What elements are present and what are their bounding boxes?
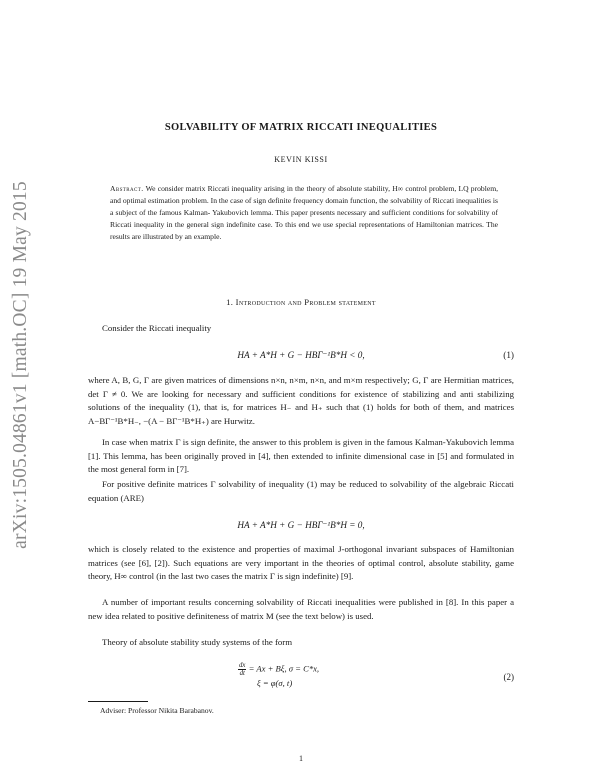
paper-title: SOLVABILITY OF MATRIX RICCATI INEQUALITIES <box>164 122 438 133</box>
arxiv-identifier-stamp <box>6 140 36 590</box>
equation-are-body: HA + A*H + G − HBΓ⁻¹B*H = 0, <box>237 520 365 530</box>
page-number: 1 <box>299 754 303 763</box>
paragraph-absolute-stability: Theory of absolute stability study systems of the form <box>102 637 293 647</box>
equation-2-number: (2) <box>503 672 514 682</box>
paragraph-kalman: In case when matrix Γ is sign definite, the answer to this problem is given in the famous Kalman-Yakubovich lemma [1]. This lemma, has been originally proved in [4], then extended to infinite dimensional case in [5] and formulated in the most general form in [7]. <box>88 437 514 474</box>
equation-system <box>238 662 319 690</box>
footnote: Adviser: Professor Nikita Barabanov. <box>100 706 214 715</box>
equation-system-line-1 <box>238 662 319 677</box>
arxiv-identifier-text: arXiv:1505.04861v1 [math.OC] 19 May 2015 <box>10 181 32 549</box>
footnote-rule <box>88 701 148 702</box>
equation-1 <box>88 350 514 361</box>
fraction-numerator: dx <box>239 662 246 669</box>
paragraph-hamiltonian: which is closely related to the existence and properties of maximal J-orthogonal invariant subspaces of Hamiltonian matrices (see [6], [2]). Such equations are very important in the theories of optimal control, absolute stability, game theory, H∞ control (in the last two cases the matrix Γ is sign indefinite) [9]. <box>88 544 514 581</box>
section-heading: 1. Introduction and Problem statement <box>226 297 376 307</box>
paragraph-are: For positive definite matrices Γ solvability of inequality (1) may be reduced to solvability of the algebraic Riccati equation (ARE) <box>88 479 514 503</box>
paper-author: KEVIN KISSI <box>274 155 328 164</box>
abstract-text: We consider matrix Riccati inequality arising in the theory of absolute stability, H∞ control problem, LQ problem, and optimal estimation problem. In the case of sign definite frequency domain function, the solvability of Riccati inequalities is a subject of the famous Kalman- Yakubovich lemma. This paper presents necessary and sufficient conditions for solvability of Riccati inequality in the general sign indefinite case. To this end we use special representations of Hamiltonian matrices. The results are illustrated by an example. <box>110 184 498 241</box>
paragraph-intro: Consider the Riccati inequality <box>102 323 212 333</box>
abstract-block <box>110 183 498 243</box>
equation-system-line-1-text: = Ax + Bξ, σ = C*x, <box>248 663 320 674</box>
fraction-denominator: dt <box>239 670 245 677</box>
paragraph-results: A number of important results concerning solvability of Riccati inequalities were published in [8]. In this paper a new idea related to positive definiteness of matrix M (see the text below) is used. <box>88 597 514 621</box>
equation-1-number: (1) <box>503 350 514 360</box>
equation-1-body: HA + A*H + G − HBΓ⁻¹B*H < 0, <box>237 350 365 360</box>
derivative-fraction <box>238 662 246 677</box>
equation-are <box>88 520 514 531</box>
paragraph-definitions: where A, B, G, Γ are given matrices of dimensions n×n, n×m, n×n, and m×m respectively; G, Γ are Hermitian matrices, det Γ ≠ 0. We are looking for necessary and sufficient conditions for existence of stabilizing and anti stabilizing solutions of the inequality (1), that is, for matrices H₋ and H₊ such that (1) holds for both of them, and matrices A−BΓ⁻¹B*H₋, −(A − BΓ⁻¹B*H₊) are Hurwitz. <box>88 375 514 426</box>
abstract-label: Abstract. <box>110 184 144 193</box>
equation-system-line-2: ξ = φ(σ, t) <box>257 678 293 688</box>
